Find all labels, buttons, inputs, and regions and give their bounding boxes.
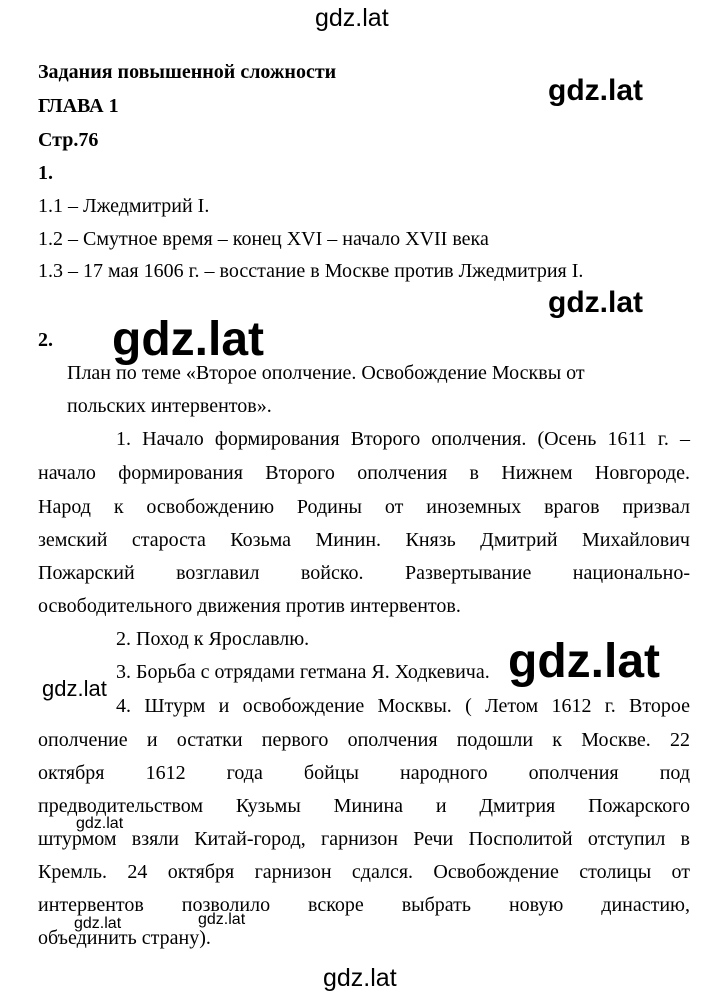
plan-title-line-1: План по теме «Второе ополчение. Освобождение Москвы от: [67, 362, 585, 384]
section-title: Задания повышенной сложности: [38, 61, 337, 83]
watermark-big-center: gdz.lat: [112, 313, 264, 366]
plan-title-line-2: польских интервентов».: [67, 395, 272, 417]
paragraph-2: 2. Поход к Ярославлю.: [116, 628, 310, 650]
paragraph-4-line-3: октября 1612 года бойцы народного ополчения под: [38, 762, 690, 784]
watermark-small-a: gdz.lat: [76, 815, 124, 832]
watermark-small-c: gdz.lat: [198, 911, 246, 928]
paragraph-4-line-5: штурмом взяли Китай-город, гарнизон Речи Посполитой отступил в: [38, 828, 690, 850]
page-reference: Стр.76: [38, 129, 99, 151]
watermark-small-b: gdz.lat: [74, 915, 122, 932]
paragraph-3: 3. Борьба с отрядами гетмана Я. Ходкевича.: [116, 661, 490, 683]
watermark-bottom: gdz.lat: [323, 964, 397, 992]
task-2-number: 2.: [38, 329, 53, 351]
watermark-left-small: gdz.lat: [42, 676, 107, 701]
paragraph-4-line-4: предводительством Кузьмы Минина и Дмитрия Пожарского: [38, 795, 690, 817]
paragraph-1-line-5: Пожарский возглавил войско. Развертывание национально-: [38, 562, 690, 584]
paragraph-1-line-2: начало формирования Второго ополчения в Нижнем Новгороде.: [38, 462, 690, 484]
paragraph-4-line-2: ополчение и остатки первого ополчения подошли к Москве. 22: [38, 729, 690, 751]
task-1-answer-2: 1.2 – Смутное время – конец XVI – начало XVII века: [38, 228, 489, 250]
paragraph-4-line-6: Кремль. 24 октября гарнизон сдался. Освобождение столицы от: [38, 861, 690, 883]
task-1-answer-1: 1.1 – Лжедмитрий I.: [38, 195, 210, 217]
paragraph-1-line-1: 1. Начало формирования Второго ополчения. (Осень 1611 г. –: [116, 428, 690, 450]
watermark-right-2: gdz.lat: [548, 286, 643, 319]
paragraph-1-line-3: Народ к освобождению Родины от иноземных врагов призвал: [38, 496, 690, 518]
paragraph-1-line-6: освободительного движения против интервентов.: [38, 595, 461, 617]
task-1-number: 1.: [38, 162, 53, 184]
task-1-answer-3: 1.3 – 17 мая 1606 г. – восстание в Москве против Лжедмитрия I.: [38, 260, 584, 282]
watermark-right-1: gdz.lat: [548, 74, 643, 107]
paragraph-4-line-1: 4. Штурм и освобождение Москвы. ( Летом 1612 г. Второе: [116, 695, 690, 717]
watermark-big-right: gdz.lat: [508, 635, 660, 688]
paragraph-1-line-4: земский староста Козьма Минин. Князь Дмитрий Михайлович: [38, 529, 690, 551]
chapter-title: ГЛАВА 1: [38, 95, 119, 117]
paragraph-4-line-7: интервентов позволило вскоре выбрать новую династию,: [38, 894, 690, 916]
watermark-top: gdz.lat: [315, 4, 389, 32]
paragraph-4-line-8: объединить страну).: [38, 927, 211, 949]
